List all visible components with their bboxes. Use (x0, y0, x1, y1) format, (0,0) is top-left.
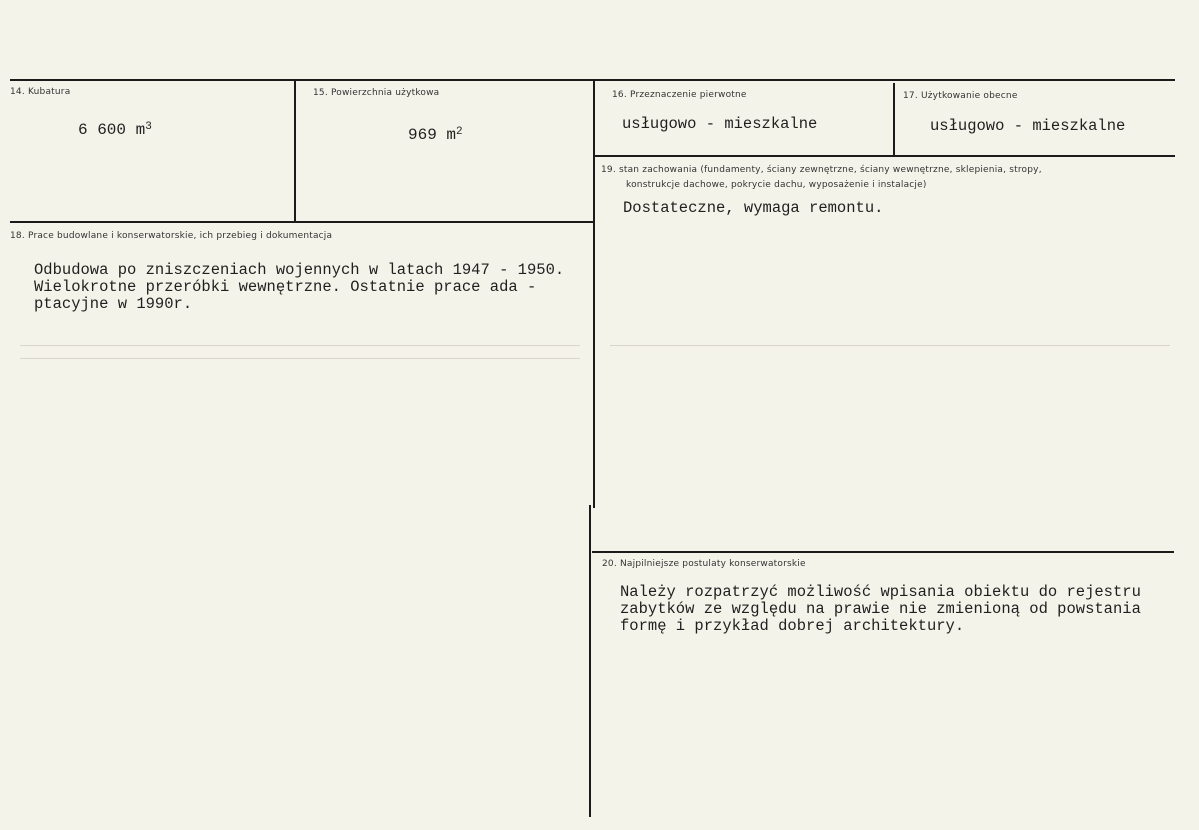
divider-16-17 (893, 83, 895, 155)
prace-label: 18. Prace budowlane i konserwatorskie, ich przebieg i dokumentacja (10, 231, 333, 241)
rule-above-20 (592, 551, 1174, 553)
postulaty-line-2: zabytków ze względu na prawie nie zmienioną od powstania (620, 600, 1141, 618)
divider-14-15 (294, 80, 296, 222)
kubatura-label: 14. Kubatura (10, 87, 71, 97)
przeznaczenie-label: 16. Przeznaczenie pierwotne (612, 90, 747, 100)
center-divider-upper (593, 80, 595, 508)
bleed-through-line (20, 345, 580, 346)
powierzchnia-value: 969 $m^2$ (408, 126, 463, 144)
rule-under-16-17 (594, 155, 1175, 157)
kubatura-value: 6 600 $m^3$ (78, 121, 152, 139)
prace-line-2: Wielokrotne przeróbki wewnętrzne. Ostatnie prace ada - (34, 278, 537, 296)
postulaty-label: 20. Najpilniejsze postulaty konserwatorskie (602, 559, 806, 569)
uzytkowanie-label: 17. Użytkowanie obecne (903, 91, 1018, 101)
powierzchnia-label: 15. Powierzchnia użytkowa (313, 88, 440, 98)
prace-line-1: Odbudowa po zniszczeniach wojennych w latach 1947 - 1950. (34, 261, 565, 279)
center-divider-lower (589, 505, 591, 817)
bleed-through-line (20, 358, 580, 359)
stan-label-line1: 19. stan zachowania (fundamenty, ściany zewnętrzne, ściany wewnętrzne, sklepienia, stropy, (601, 165, 1042, 175)
bleed-through-line (610, 345, 1170, 346)
stan-value: Dostateczne, wymaga remontu. (623, 199, 884, 217)
prace-line-3: ptacyjne w 1990r. (34, 295, 193, 313)
uzytkowanie-value: usługowo - mieszkalne (930, 117, 1126, 135)
postulaty-line-1: Należy rozpatrzyć możliwość wpisania obiektu do rejestru (620, 583, 1141, 601)
przeznaczenie-value: usługowo - mieszkalne (622, 115, 818, 133)
postulaty-line-3: formę i przykład dobrej architektury. (620, 617, 965, 635)
rule-under-14-15 (10, 221, 594, 223)
stan-label-line2: konstrukcje dachowe, pokrycie dachu, wyposażenie i instalacje) (626, 180, 927, 190)
